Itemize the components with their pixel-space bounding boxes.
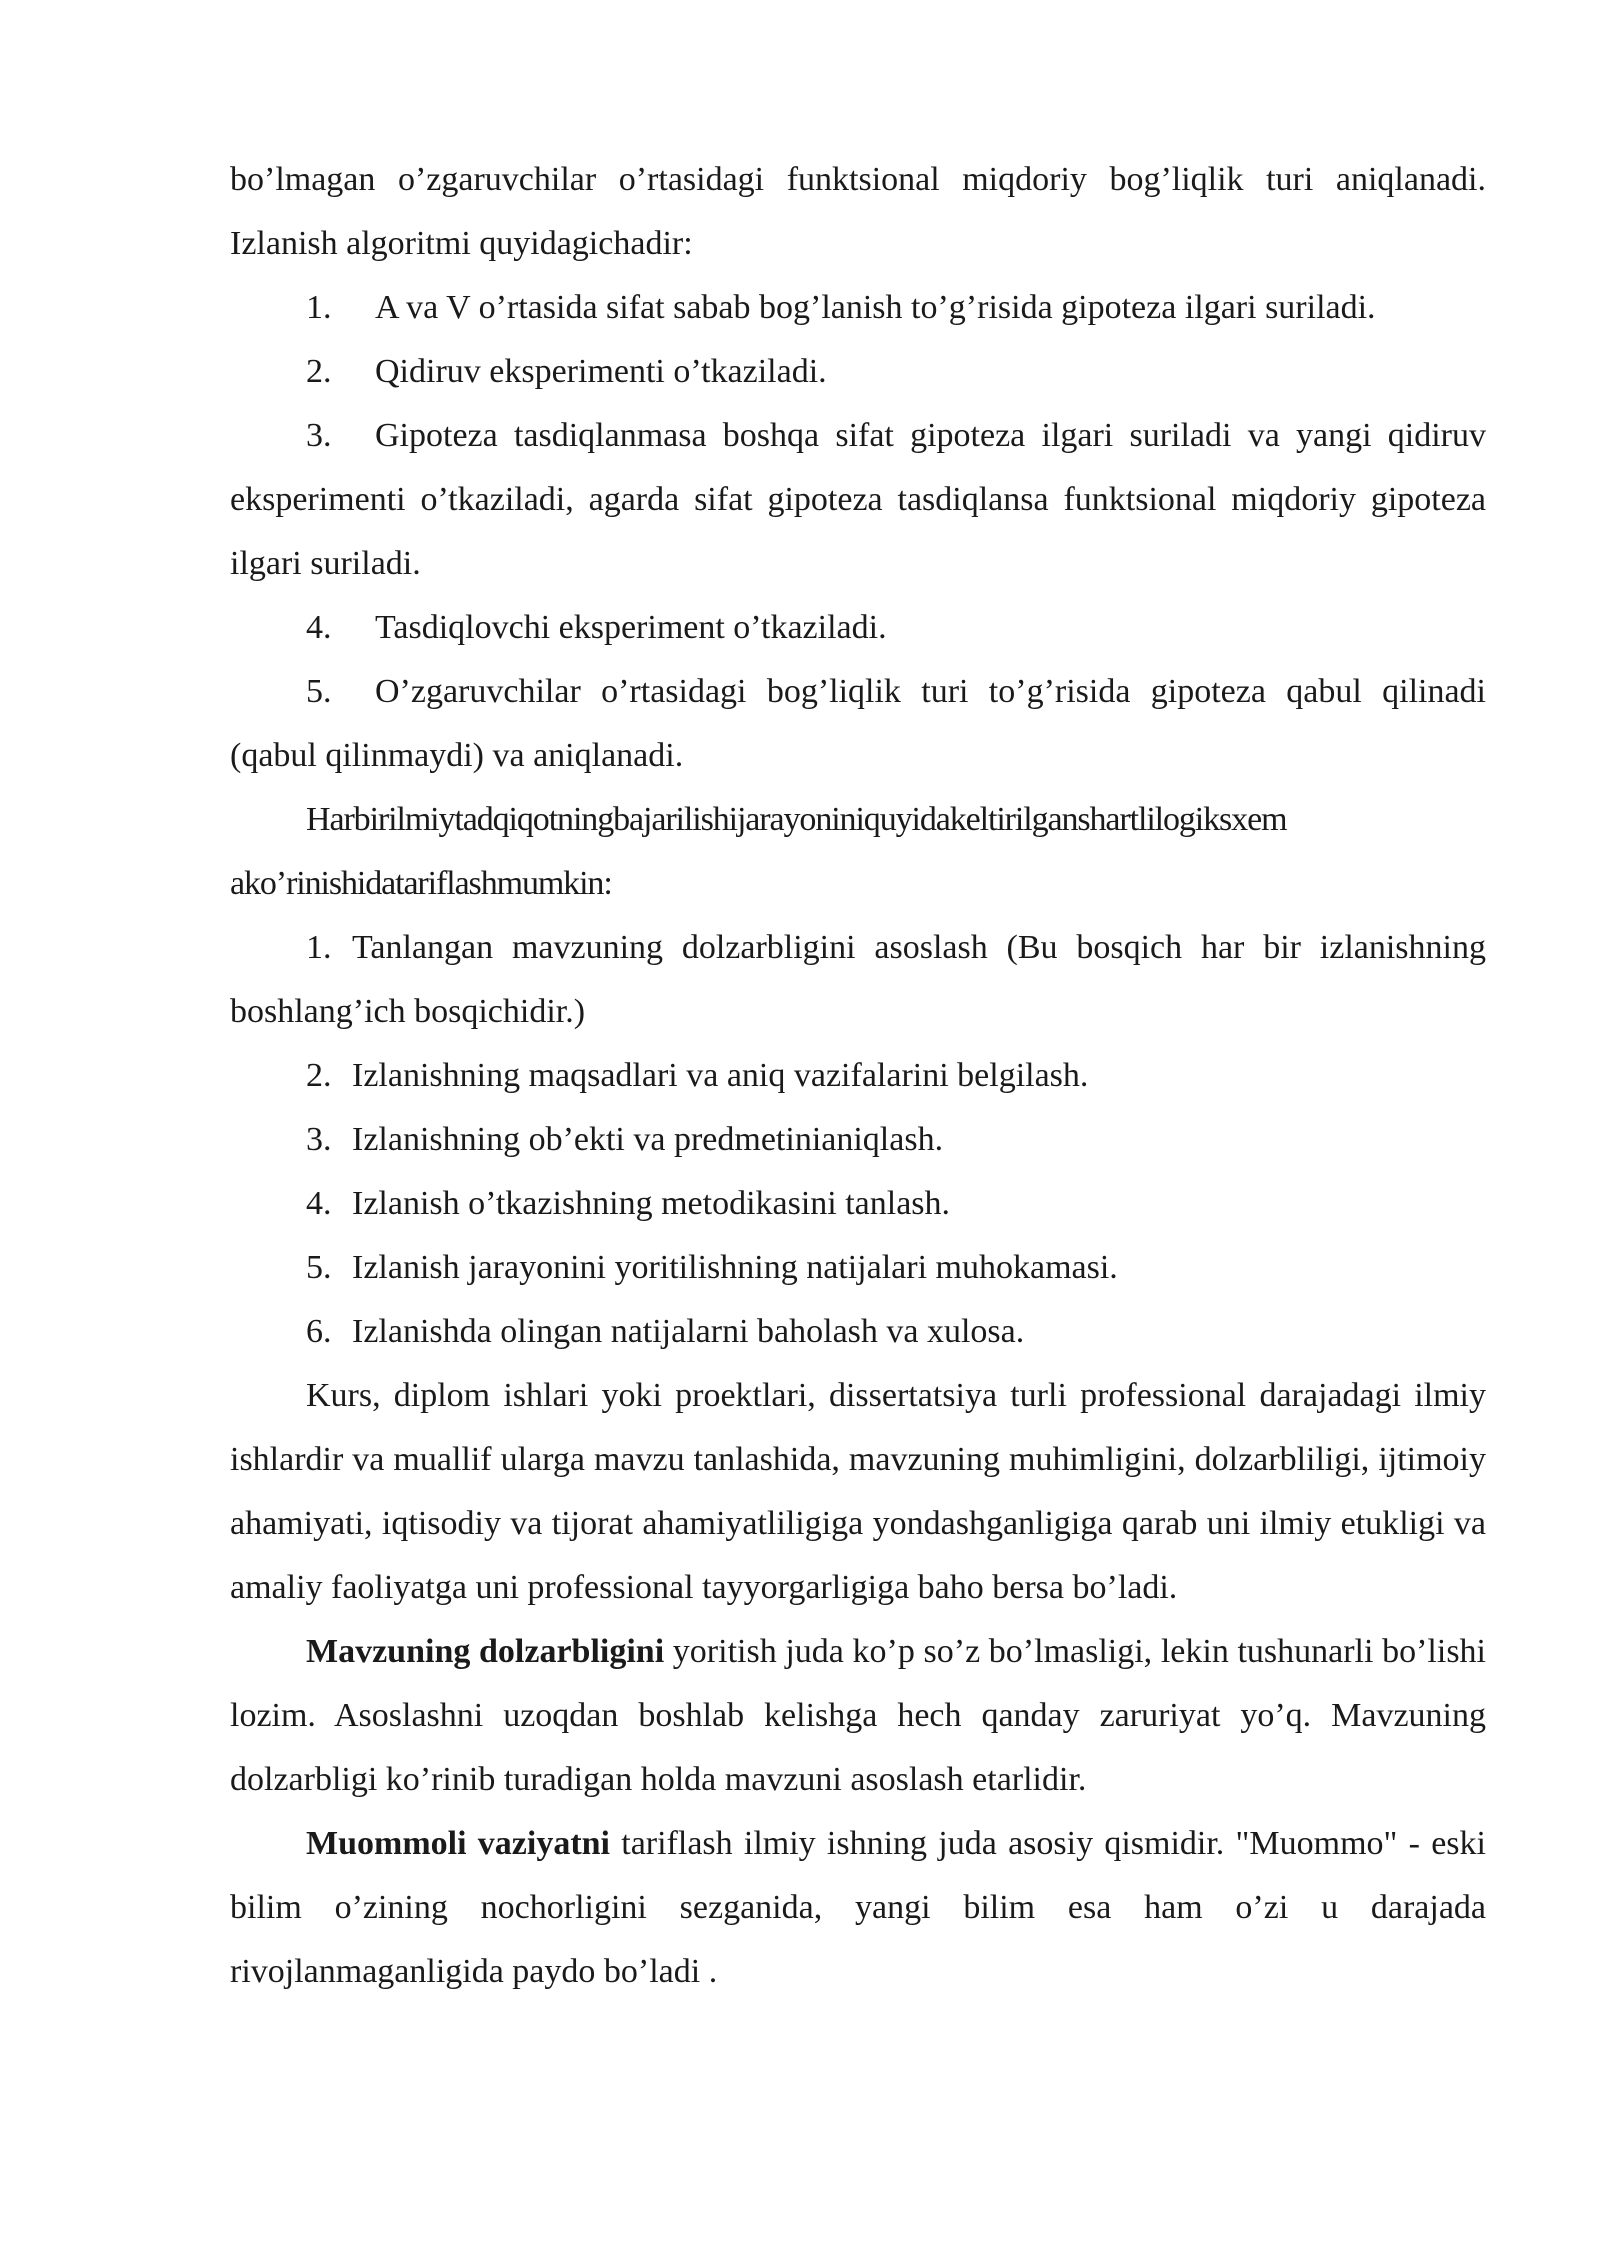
document-page	[230, 148, 1486, 2004]
list-text: Izlanish jarayonini yoritilishning natijalari muhokamasi.	[352, 1249, 1118, 1286]
list-number: 5.	[306, 673, 332, 710]
relevance-text: yoritish juda ko’p so’z bo’lmasligi, lekin tushunarli bo’lishi lozim. Asoslashni uzoqdan boshlab kelishga hech qanday zaruriyat yo’q. Mavzuning dolzarbligi ko’rinib turadigan holda mavzuni asoslash etarlidir.	[230, 1633, 1486, 1798]
problem-term: Muommoli vaziyatni	[306, 1825, 610, 1862]
list-number: 3.	[306, 417, 332, 454]
course-works-paragraph: Kurs, diplom ishlari yoki proektlari, dissertatsiya turli professional darajadagi ilmiy ishlardir va muallif ularga mavzu tanlashida, mavzuning muhimligini, dolzarbliligi, ijtimoiy ahamiyati, iqtisodiy va tijorat ahamiyatliligiga yondashganligiga qarab uni ilmiy etukligi va amaliy faoliyatga uni professional tayyorgarligiga baho bersa bo’ladi.	[230, 1377, 1486, 1606]
list-item	[230, 660, 1486, 788]
list-text: Qidiruv eksperimenti o’tkaziladi.	[375, 353, 827, 390]
list-text: Izlanishning maqsadlari va aniq vazifalarini belgilash.	[352, 1057, 1089, 1094]
list-item	[230, 1172, 1486, 1236]
research-stages-list	[230, 916, 1486, 1364]
list-item	[230, 916, 1486, 1044]
list-item	[230, 1044, 1486, 1108]
list-number: 2.	[306, 353, 332, 390]
list-item	[230, 276, 1486, 340]
list-text: Tasdiqlovchi eksperiment o’tkaziladi.	[375, 609, 887, 646]
relevance-term: Mavzuning dolzarbligini	[306, 1633, 665, 1670]
list-text: Izlanish o’tkazishning metodikasini tanlash.	[352, 1185, 951, 1222]
relevance-paragraph	[230, 1620, 1486, 1812]
list-text: Izlanishning ob’ekti va predmetinianiqlash.	[352, 1121, 944, 1158]
list-number: 6.	[306, 1313, 332, 1350]
list-item	[230, 340, 1486, 404]
intro-paragraph: bo’lmagan o’zgaruvchilar o’rtasidagi funktsional miqdoriy bog’liqlik turi aniqlanadi. Izlanish algoritmi quyidagichadir:	[230, 161, 1486, 262]
algorithm-list	[230, 276, 1486, 788]
problem-paragraph	[230, 1812, 1486, 2004]
list-item	[230, 596, 1486, 660]
list-text: A va V o’rtasida sifat sabab bog’lanish to’g’risida gipoteza ilgari suriladi.	[375, 289, 1376, 326]
list-number: 2.	[306, 1057, 332, 1094]
list-text: Gipoteza tasdiqlanmasa boshqa sifat gipoteza ilgari suriladi va yangi qidiruv eksperimenti o’tkaziladi, agarda sifat gipoteza tasdiqlansa funktsional miqdoriy gipoteza ilgari suriladi.	[230, 417, 1486, 582]
list-number: 3.	[306, 1121, 332, 1158]
scheme-intro-paragraph: Harbirilmiytadqiqotningbajarilishijarayoniniquyidakeltirilganshartlilogiksxem ako’rinishidatariflashmumkin:	[230, 801, 1287, 902]
list-item	[230, 404, 1486, 596]
list-item	[230, 1300, 1486, 1364]
list-number: 4.	[306, 1185, 332, 1222]
list-item	[230, 1108, 1486, 1172]
problem-text: tariflash ilmiy ishning juda asosiy qismidir. "Muommo" - eski bilim o’zining nochorligini sezganida, yangi bilim esa ham o’zi u darajada rivojlanmaganligida paydo bo’ladi .	[230, 1825, 1486, 1990]
list-number: 5.	[306, 1249, 332, 1286]
list-number: 4.	[306, 609, 332, 646]
list-number: 1.	[306, 929, 332, 966]
list-text: Izlanishda olingan natijalarni baholash va xulosa.	[352, 1313, 1025, 1350]
list-text: Tanlangan mavzuning dolzarbligini asoslash (Bu bosqich har bir izlanishning boshlang’ich bosqichidir.)	[230, 929, 1486, 1030]
list-number: 1.	[306, 289, 332, 326]
list-text: O’zgaruvchilar o’rtasidagi bog’liqlik turi to’g’risida gipoteza qabul qilinadi (qabul qilinmaydi) va aniqlanadi.	[230, 673, 1486, 774]
list-item	[230, 1236, 1486, 1300]
